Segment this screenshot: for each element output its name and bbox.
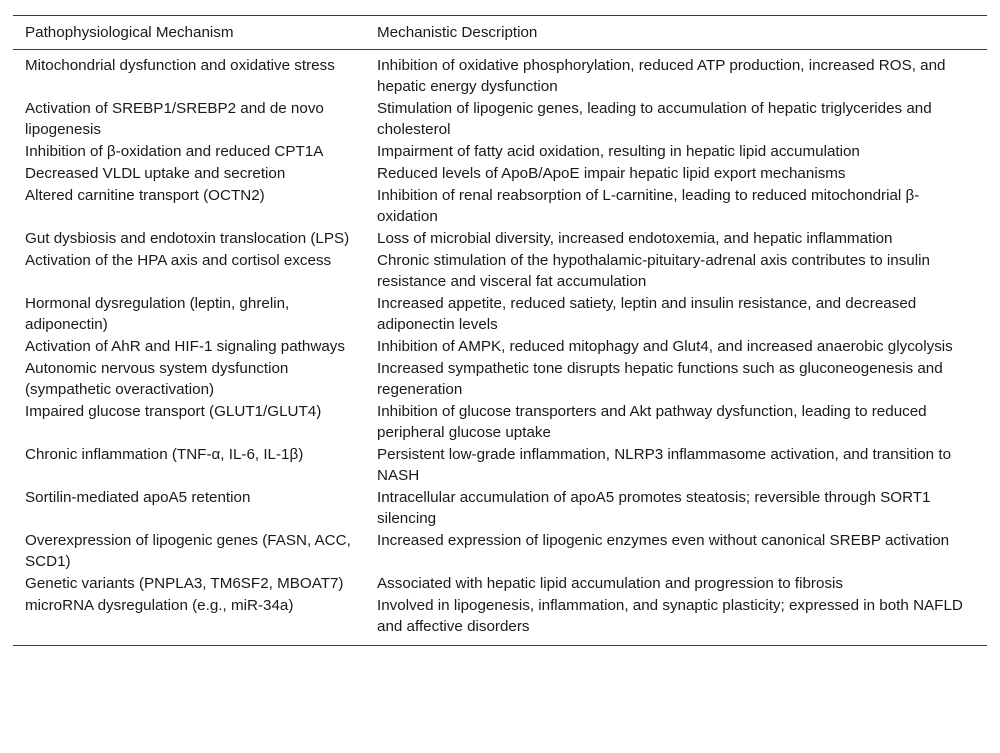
table-header (13, 16, 987, 50)
table-row (13, 293, 987, 336)
mechanism-cell: Hormonal dysregulation (leptin, ghrelin, adiponectin) (25, 295, 290, 333)
table-row (13, 444, 987, 487)
mechanism-cell: Chronic inflammation (TNF-α, IL-6, IL-1β) (25, 446, 304, 463)
mechanism-cell: Sortilin-mediated apoA5 retention (25, 489, 251, 506)
description-cell: Inhibition of AMPK, reduced mitophagy and Glut4, and increased anaerobic glycolysis (377, 338, 953, 355)
description-cell: Impairment of fatty acid oxidation, resulting in hepatic lipid accumulation (377, 143, 860, 160)
table-row (13, 141, 987, 163)
description-cell: Increased expression of lipogenic enzymes even without canonical SREBP activation (377, 532, 950, 549)
mechanism-cell: microRNA dysregulation (e.g., miR-34a) (25, 597, 294, 614)
header-mechanism: Pathophysiological Mechanism (25, 24, 234, 41)
table-row (13, 487, 987, 530)
table-row (13, 250, 987, 293)
mechanism-cell: Genetic variants (PNPLA3, TM6SF2, MBOAT7) (25, 575, 344, 592)
table-body (13, 50, 987, 646)
table-row (13, 595, 987, 646)
table-row (13, 401, 987, 444)
table-row (13, 98, 987, 141)
header-row (13, 16, 987, 50)
description-cell: Increased appetite, reduced satiety, leptin and insulin resistance, and decreased adiponectin levels (377, 295, 917, 333)
header-description: Mechanistic Description (377, 24, 538, 41)
table-row (13, 185, 987, 228)
mechanisms-table (13, 15, 987, 646)
description-cell: Associated with hepatic lipid accumulation and progression to fibrosis (377, 575, 843, 592)
mechanism-cell: Activation of SREBP1/SREBP2 and de novo lipogenesis (25, 100, 324, 138)
table-row (13, 336, 987, 358)
mechanism-cell: Activation of the HPA axis and cortisol excess (25, 252, 332, 269)
mechanism-cell: Activation of AhR and HIF-1 signaling pathways (25, 338, 345, 355)
mechanism-cell: Autonomic nervous system dysfunction (sympathetic overactivation) (25, 360, 289, 398)
table-row (13, 163, 987, 185)
description-cell: Involved in lipogenesis, inflammation, and synaptic plasticity; expressed in both NAFLD and affective disorders (377, 597, 963, 635)
mechanism-cell: Mitochondrial dysfunction and oxidative stress (25, 57, 335, 74)
description-cell: Reduced levels of ApoB/ApoE impair hepatic lipid export mechanisms (377, 165, 846, 182)
description-cell: Loss of microbial diversity, increased endotoxemia, and hepatic inflammation (377, 230, 893, 247)
description-cell: Inhibition of glucose transporters and Akt pathway dysfunction, leading to reduced peripheral glucose uptake (377, 403, 927, 441)
mechanism-cell: Altered carnitine transport (OCTN2) (25, 187, 265, 204)
table-container (13, 15, 987, 646)
table-row (13, 358, 987, 401)
description-cell: Chronic stimulation of the hypothalamic-pituitary-adrenal axis contributes to insulin resistance and visceral fat accumulation (377, 252, 930, 290)
table-row (13, 228, 987, 250)
table-row (13, 50, 987, 99)
description-cell: Increased sympathetic tone disrupts hepatic functions such as gluconeogenesis and regeneration (377, 360, 943, 398)
table-row (13, 530, 987, 573)
description-cell: Inhibition of renal reabsorption of L-carnitine, leading to reduced mitochondrial β-oxidation (377, 187, 920, 225)
mechanism-cell: Impaired glucose transport (GLUT1/GLUT4) (25, 403, 322, 420)
description-cell: Intracellular accumulation of apoA5 promotes steatosis; reversible through SORT1 silencing (377, 489, 931, 527)
mechanism-cell: Decreased VLDL uptake and secretion (25, 165, 286, 182)
mechanism-cell: Inhibition of β-oxidation and reduced CPT1A (25, 143, 324, 160)
description-cell: Persistent low-grade inflammation, NLRP3 inflammasome activation, and transition to NASH (377, 446, 952, 484)
description-cell: Inhibition of oxidative phosphorylation, reduced ATP production, increased ROS, and hepatic energy dysfunction (377, 57, 946, 95)
description-cell: Stimulation of lipogenic genes, leading to accumulation of hepatic triglycerides and cholesterol (377, 100, 932, 138)
table-row (13, 573, 987, 595)
mechanism-cell: Gut dysbiosis and endotoxin translocation (LPS) (25, 230, 350, 247)
mechanism-cell: Overexpression of lipogenic genes (FASN, ACC, SCD1) (25, 532, 351, 570)
